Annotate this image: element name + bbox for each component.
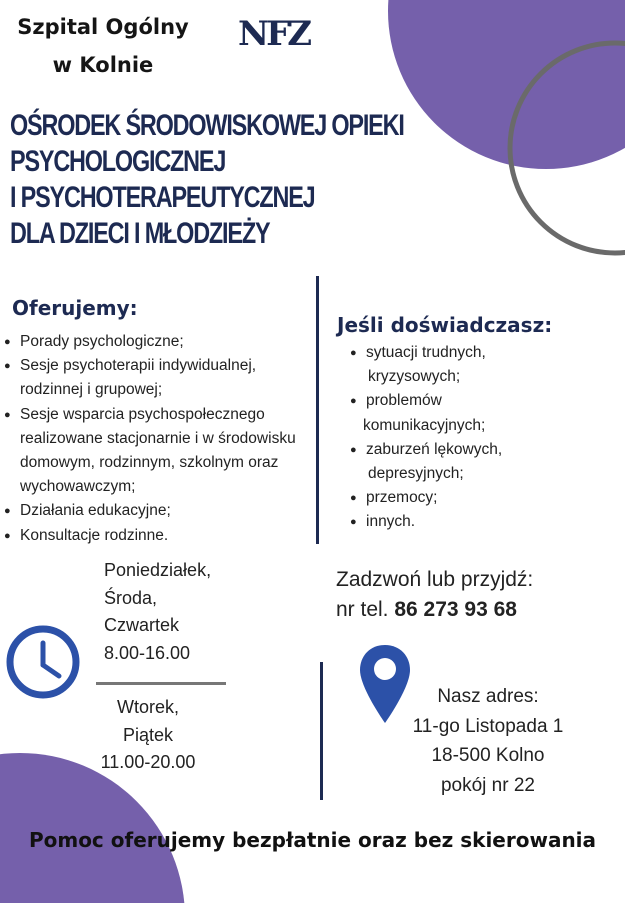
footer-note: Pomoc oferujemy bezpłatnie oraz bez skierowania xyxy=(28,828,597,852)
offer-item: ● Sesje wsparcia psychospołecznego realizowane stacjonarnie i w środowisku domowym, rodzinnym, szkolnym oraz wychowawczym; xyxy=(20,403,310,500)
title-line-4: DLA DZIECI I MŁODZIEŻY xyxy=(10,217,270,250)
hospital-name-line2: w Kolnie xyxy=(52,53,154,77)
day-label: Piątek xyxy=(122,724,174,745)
contact-block xyxy=(336,565,533,625)
day-label: Wtorek, xyxy=(116,697,179,717)
title-line-1: OŚRODEK ŚRODOWISKOWEJ OPIEKI xyxy=(10,109,404,142)
hospital-name-line1: Szpital Ogólny xyxy=(17,15,189,39)
day-label: Czwartek xyxy=(104,615,180,635)
address-label: Nasz adres: xyxy=(437,686,539,707)
call-line: Zadzwoń lub przyjdź: xyxy=(336,568,534,591)
nfz-logo xyxy=(236,14,316,50)
offer-item: ● Sesje psychoterapii indywidualnej, rodzinnej i grupowej; xyxy=(20,354,310,402)
address-city: 18-500 Kolno xyxy=(431,745,545,766)
hours-divider xyxy=(96,682,226,685)
phone-number[interactable]: 86 273 93 68 xyxy=(394,598,517,621)
experience-list xyxy=(363,341,606,535)
experience-heading: Jeśli doświadczasz: xyxy=(337,313,553,337)
offer-item: ● Porady psychologiczne; xyxy=(20,330,310,354)
day-label: Poniedziałek, xyxy=(104,560,212,580)
divider-vertical-top xyxy=(316,276,319,544)
page-title xyxy=(10,108,404,252)
experience-item: ● sytuacji trudnych, kryzysowych; xyxy=(366,341,606,389)
address-street: 11-go Listopada 1 xyxy=(412,715,564,737)
phone-prefix: nr tel. xyxy=(336,598,395,621)
offer-item: ● Konsultacje rodzinne. xyxy=(20,524,310,548)
opening-hours-group-2 xyxy=(88,694,208,777)
hours-time: 11.00-20.00 xyxy=(100,752,196,772)
opening-hours-group-1 xyxy=(104,557,211,667)
day-label: Środa, xyxy=(104,587,158,608)
clock-icon xyxy=(5,624,81,700)
hours-time: 8.00-16.00 xyxy=(104,642,191,663)
divider-vertical-bottom xyxy=(320,662,323,800)
address-room: pokój nr 22 xyxy=(440,774,535,796)
experience-item: ● przemocy; xyxy=(366,486,606,510)
experience-item: ● zaburzeń lękowych, depresyjnych; xyxy=(366,438,606,486)
offer-item: ● Działania edukacyjne; xyxy=(20,499,310,523)
offer-list xyxy=(20,330,310,548)
experience-item: ● problemów komunikacyjnych; xyxy=(366,389,606,437)
offer-heading: Oferujemy: xyxy=(12,296,138,320)
purple-circle-top-right xyxy=(388,0,625,169)
title-line-3: I PSYCHOTERAPEUTYCZNEJ xyxy=(10,181,315,214)
nfz-logo-text: NFZ xyxy=(238,14,310,50)
hospital-name xyxy=(8,8,198,84)
address-block xyxy=(398,682,578,800)
experience-item: ● innych. xyxy=(366,510,606,534)
phone-line xyxy=(336,595,533,625)
title-line-2: PSYCHOLOGICZNEJ xyxy=(10,145,226,178)
